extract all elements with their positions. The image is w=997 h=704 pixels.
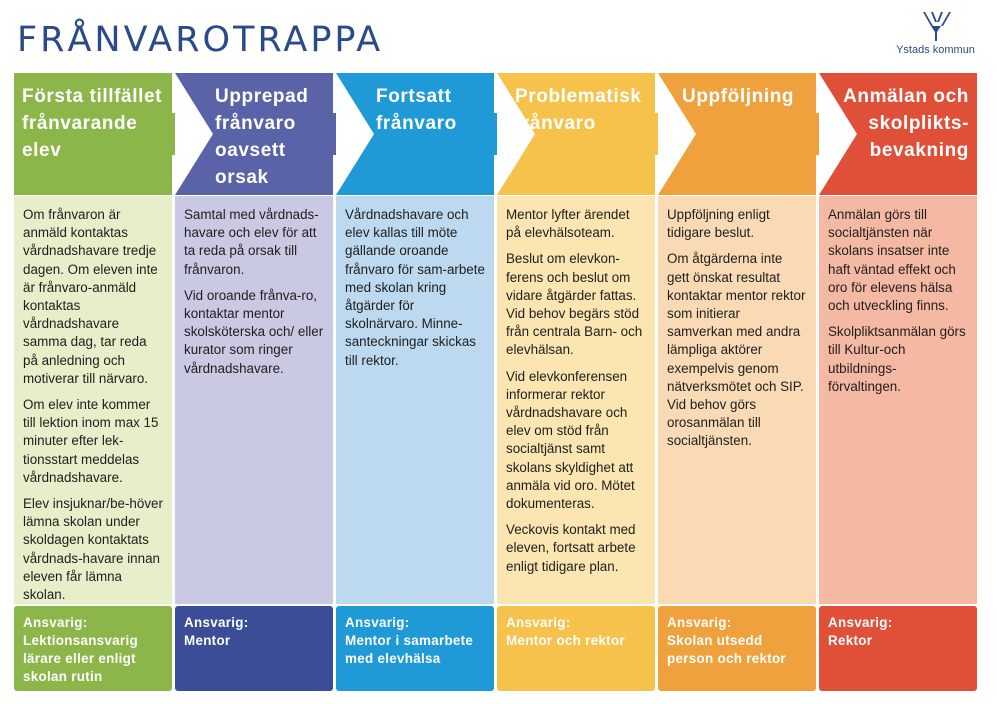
- logo-text: Ystads kommun: [896, 44, 975, 56]
- responsible-box: [658, 606, 816, 691]
- responsible-value: Mentor: [184, 633, 231, 648]
- column-description: [497, 196, 655, 604]
- responsible-label: Ansvarig:: [23, 615, 88, 630]
- heading-line: Upprepad: [215, 86, 309, 107]
- column-step-2: [175, 73, 333, 691]
- column-heading: [497, 73, 658, 195]
- responsible-label: Ansvarig:: [506, 615, 571, 630]
- responsible-box: [336, 606, 494, 691]
- column-description: [819, 196, 977, 604]
- responsible-box: [497, 606, 655, 691]
- heading-line: Anmälan och: [843, 86, 969, 107]
- column-description: [658, 196, 816, 604]
- column-description: [336, 196, 494, 604]
- description-paragraph: Veckovis kontakt med eleven, fortsatt arbete enligt tidigare plan.: [506, 522, 636, 574]
- description-paragraph: Skolpliktsanmälan görs till Kultur-och utbildnings-förvaltingen.: [828, 324, 966, 394]
- responsible-box: [819, 606, 977, 691]
- column-description: [175, 196, 333, 604]
- description-paragraph: Mentor lyfter ärendet på elevhälsoteam.: [506, 207, 630, 241]
- column-step-1: [14, 73, 172, 691]
- heading-line: Fortsatt: [376, 86, 452, 107]
- responsible-label: Ansvarig:: [184, 615, 249, 630]
- ystad-logo: [888, 10, 983, 62]
- responsible-value: Skolan utsedd person och rektor: [667, 633, 786, 666]
- column-step-4: [497, 73, 655, 691]
- responsible-label: Ansvarig:: [828, 615, 893, 630]
- column-heading: [336, 73, 497, 195]
- responsible-value: Lektionsansvarig lärare eller enligt skolan rutin: [23, 633, 138, 684]
- heading-line: frånvaro: [215, 113, 296, 134]
- responsible-label: Ansvarig:: [667, 615, 732, 630]
- heading-line: frånvaro: [515, 113, 596, 134]
- description-paragraph: Om frånvaron är anmäld kontaktas vårdnadshavare tredje dagen. Om eleven inte är frånvaro-anmäld kontaktas vårdnadshavare samma dag, tar reda på anledning och motiverar till närvaro.: [23, 207, 158, 386]
- heading-line: oavsett: [215, 140, 286, 161]
- description-paragraph: Samtal med vårdnads-havare och elev för att ta reda på orsak till frånvaron.: [184, 207, 319, 277]
- heading-line: frånvarande: [22, 113, 138, 134]
- column-heading: [819, 73, 980, 195]
- responsible-box: [175, 606, 333, 691]
- heading-line: bevakning: [869, 140, 969, 161]
- heading-line: frånvaro: [376, 113, 457, 134]
- description-paragraph: Elev insjuknar/be-höver lämna skolan under skoldagen kontaktats vårdnads-havare innan eleven får lämna skolan.: [23, 496, 163, 603]
- column-heading: [14, 73, 175, 195]
- description-paragraph: Anmälan görs till socialtjänsten när skolans insatser inte haft väntad effekt och oro för elevens hälsa och utveckling finns.: [828, 207, 956, 314]
- description-paragraph: Vid elevkonferensen informerar rektor vårdnadshavare och elev om stöd från socialtjänst samt skolans skyldighet att anmäla vid oro. Mötet dokumenteras.: [506, 368, 635, 512]
- page-title: FRÅNVAROTRAPPA: [17, 20, 384, 60]
- column-step-6: [819, 73, 977, 691]
- responsible-label: Ansvarig:: [345, 615, 410, 630]
- ystad-crest-icon: [919, 10, 953, 42]
- column-heading: [658, 73, 819, 195]
- description-paragraph: Om åtgärderna inte gett önskat resultat kontaktar mentor rektor som initierar samverkan med andra lämpliga aktörer exempelvis genom nätverksmötet och SIP. Vid behov görs orosanmälan till socialtjänsten.: [667, 251, 806, 449]
- responsible-box: [14, 606, 172, 691]
- responsible-value: Mentor och rektor: [506, 633, 625, 648]
- column-step-3: [336, 73, 494, 691]
- responsible-value: Mentor i samarbete med elevhälsa: [345, 633, 474, 666]
- heading-line: skolplikts-: [868, 113, 969, 134]
- description-paragraph: Uppföljning enligt tidigare beslut.: [667, 207, 770, 241]
- heading-line: orsak: [215, 167, 269, 188]
- heading-line: Uppföljning: [682, 86, 795, 107]
- responsible-value: Rektor: [828, 633, 873, 648]
- description-paragraph: Om elev inte kommer till lektion inom max 15 minuter efter lek-tionsstart meddelas vårdnadshavare.: [23, 397, 159, 485]
- column-step-5: [658, 73, 816, 691]
- column-description: [14, 196, 172, 604]
- description-paragraph: Beslut om elevkon-ferens och beslut om vidare åtgärder fattas. Vid behov begärs stöd från centrala Barn- och elevhälsan.: [506, 251, 643, 358]
- column-heading: [175, 73, 336, 195]
- description-paragraph: Vårdnadshavare och elev kallas till möte gällande oroande frånvaro för sam-arbete med skolan kring åtgärder för skolnärvaro. Minne-santeckningar skickas till rektor.: [345, 207, 485, 368]
- heading-line: Första tillfället: [22, 86, 163, 107]
- heading-line: elev: [22, 140, 62, 161]
- heading-line: Problematisk: [515, 86, 642, 107]
- description-paragraph: Vid oroande frånva-ro, kontaktar mentor skolsköterska och/ eller kurator som ringer vårdnadshavare.: [184, 287, 324, 376]
